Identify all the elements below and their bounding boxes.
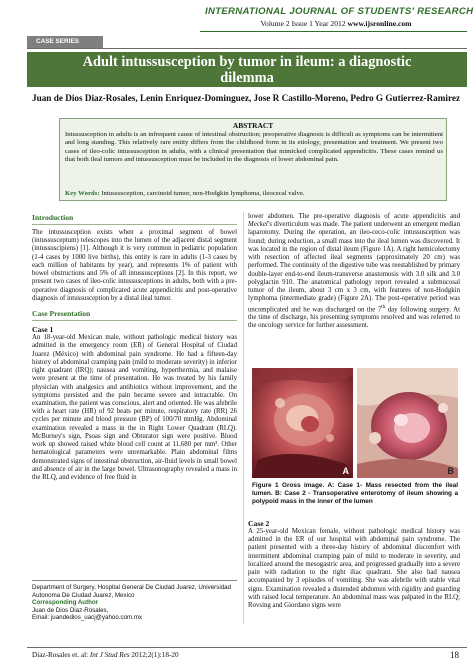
section-rule <box>27 48 467 49</box>
column-divider <box>243 212 244 624</box>
keywords <box>65 190 443 198</box>
case1-text: An 18-year-old Mexican male, without pathologic medical history was admitted in the emergency room (ER) of General Hospital of Ciudad Juarez (México) with abdominal pain syndrome. He had a fifteen-day history of abdominal cramping pain (mild to moderate severity) in inferior right quadrant (IRQ); nausea and vomiting, hyperthermia, and malaise were present at the time of presentation. He was treated by his family physician with analgesics and antibiotics without improvement, and the symptoms persisted and the pain became severe and intractable. On examination, the patient was conscious, alert and oriented. He was afebrile with a heart rate (HR) of 92 beats per minute, respiratory rate (RR) 26 cycles per minute and blood pressure (BP) of 100/70 mmHg. Abdominal examination revealed a mass in the in Right Lower Quadrant (RLQ). McBurney's sign, Psoas sign and Obturator sign were positive. Blood work up showed raised white blood cell count at 11,680 per mm³. Other hematological parameters were unremarkable. Plain abdominal films demonstrated signs of intestinal obstruction, air-fluid levels in small bowel and absence of air in the large bowel. Ultrasonography revealed a mass in the RLQ, and evidence of free fluid in <box>32 334 237 482</box>
case1-cont-c: diverticulum was made. The patient underwent an emergent median laparotomy. During the operation, an ileo-ceco-colic intussusception was found; during reduction, a small mass into the ileal lumen was discovered. It was located in the region of distal ileum (Figure 1A). A right hemicolectomy with resection of affected ileal segments (approximately 20 cm) was performed. The continuity of the digestive tube was reestablished by primary double-layer end-to-end ileum-transverse anastomosis with 3.0 silk and 3.0 polyglactin 910. The anatomical pathology report revealed a submucosal tumor of the ileum, about 3 cm x 3 cm, with features of non-Hodgkin lymphoma (intermediate grade) (Figure 2A). The post-operative period was uncomplicated and he was discharged on the 7 <box>248 221 460 313</box>
figure-1a-image <box>252 368 353 478</box>
case2-section <box>248 516 460 610</box>
header-rule <box>200 31 467 32</box>
case2-text: A 25-year-old Mexican female, without pathologic medical history was admitted in the ER of our hospital with abdominal pain syndrome. The patient presented with a three-day history of abdominal discomfort with intermittent abdominal cramping pain of mild to moderate in severity, and localized around the mesogastric area, and progressed gradually into a severe pain with radiation to the right iliac quadrant. She also had nausea accompanied by 3 episodes of vomiting. She was afebrile with stable vital signs. Examination revealed a distended abdomen with rigidity and guarding with raised local temperature. An abdominal mass was palpated in the RLQ; Rovsing and Giordano signs were <box>248 528 460 610</box>
section-label: CASE SERIES <box>27 36 103 48</box>
corresponding-author-name: Juan de Dios Diaz-Rosales, <box>32 606 109 614</box>
abstract-heading: ABSTRACT <box>232 121 274 130</box>
introduction-heading: Introduction <box>32 213 74 222</box>
introduction-text: The intussusception exists when a proximal segment of bowel (intussusceptum) telescopes into the lumen of the adjacent distal segment (intussuscipiens) [1]. Although it is very common in pediatric population (1-4 cases by 1000 live births), this entity is rare in adults (1-3 cases by each million of habitants by year), and represents 1% of patient with bowel obstructions and 5% of all intussusceptions [2]. In this report, we present two cases of ileo-colic intussusceptions in adults, both with a pre-operative diagnosis of complicated acute appendicitis and post-operative diagnosis of intussusception by a distal ileal tumor. <box>32 229 237 302</box>
page-number: 18 <box>450 650 459 660</box>
figure-1-caption: Figure 1 Gross image. A: Case 1- Mass resected from the ileal lumen. B: Case 2 - Transoperative enterotomy of ileum showing a polypoid mass in the inner of the lumen <box>252 482 458 505</box>
figure-1b-graphic <box>357 368 458 478</box>
footer-rule <box>27 647 467 648</box>
abstract-text: Intussusception in adults is an infrequent cause of intestinal obstruction; preoperative diagnosis is difficult as symptoms can be intermittent and long standing. This relatively rare entity differs from the childhood form in its etiology, presentation and treatment. We present two cases of ileo-colic intussusception in adults, with a clinical presentation that mimicked complicated appendicitis. These cases remind us that both ileal tumors and intussusception must be included in the diagnosis of lower abdominal pain. <box>65 131 443 163</box>
figure-1 <box>252 368 458 478</box>
figure-1a-graphic <box>252 368 353 478</box>
case2-heading: Case 2 <box>248 519 270 528</box>
introduction-rule <box>32 224 237 225</box>
citation-details: 2012;2(1):18-20 <box>129 651 179 659</box>
citation-authors: Diaz-Rosales et. al: <box>32 651 90 659</box>
figure-1b-image <box>357 368 458 478</box>
figure-1b-label: B <box>447 466 454 476</box>
corresponding-author-email[interactable]: Email: juandedios_uacj@yahoo.com.mx <box>32 614 143 622</box>
abstract-box <box>59 118 447 201</box>
department-text: Department of Surgery, Hospital General De Ciudad Juarez, Universidad Autonoma De Ciudad Juarez, Mexico <box>32 584 232 599</box>
footnote-rule <box>32 580 237 581</box>
footer-citation <box>32 651 179 659</box>
case1-cont-d: day following surgery. At the time of discharge, his presenting symptoms resolved and was referred to the oncology service for further assessment. <box>248 305 460 330</box>
case1-cont-meckel: Meckel's <box>248 221 272 229</box>
left-column <box>32 213 237 482</box>
title-line-1: Adult intussusception by tumor in ileum: a diagnostic <box>82 54 412 70</box>
keywords-text: Intussusception, carcinoid tumor, non-Hodgkin lymphoma, ileocecal valve. <box>99 190 305 197</box>
author-list: Juan de Dios Diaz-Rosales, Lenin Enriquez-Dominguez, Jose R Castillo-Moreno, Pedro G Gutierrez-Ramirez <box>32 93 461 103</box>
journal-name: INTERNATIONAL JOURNAL OF STUDENTS' RESEARCH <box>205 6 474 17</box>
case1-heading: Case 1 <box>32 325 54 335</box>
keywords-label: Key Words: <box>65 190 100 197</box>
article-title <box>27 52 467 87</box>
title-line-2: dilemma <box>220 70 274 86</box>
case1-continued-text <box>248 213 460 331</box>
case1-cont-sup: th <box>381 304 386 310</box>
journal-volume-text: Volume 2 Issue 1 Year 2012 <box>260 19 348 28</box>
right-column <box>248 213 460 331</box>
affiliation-footnote <box>32 580 237 622</box>
corresponding-author-heading: Corresponding Author <box>32 599 99 607</box>
case-presentation-heading: Case Presentation <box>32 309 91 319</box>
citation-journal: Int J Stud Res <box>89 651 130 659</box>
case-presentation-rule <box>32 320 237 321</box>
journal-volume <box>205 19 467 28</box>
figure-1a-label: A <box>342 466 349 476</box>
journal-website[interactable]: www.ijsronline.com <box>347 19 412 28</box>
case1-cont-a: lower abdomen. The pre-operative diagnosis of acute appendicitis and <box>248 213 460 220</box>
